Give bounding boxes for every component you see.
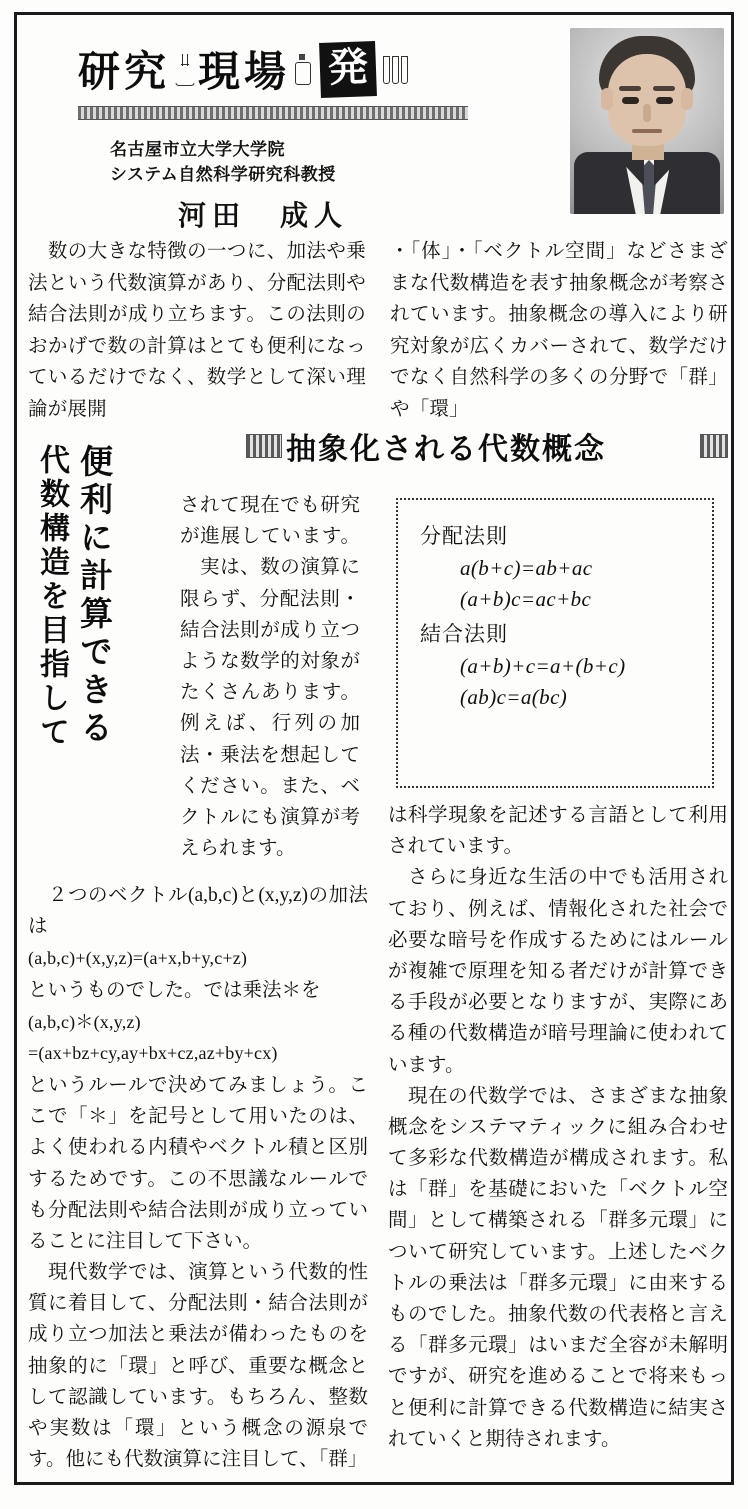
- body-right-paragraph-2: さらに身近な生活の中でも活用されており、例えば、情報化された社会で必要な暗号を作成するためにはルールが複雑で原理を知る者だけが計算できる手段が必要となりますが、実際にある種の代数構造が暗号理論に使われています。: [388, 867, 728, 1076]
- intro-column-right: ・「体」・「ベクトル空間」などさまざまな代数構造を表す抽象概念が考察されています。抽象概念の導入により研究対象が広くカバーされて、数学だけでなく自然科学の多くの分野で「群」や「環」: [390, 241, 728, 420]
- narrow-body-column: されて現在でも研究が進展しています。 実は、数の演算に限らず、分配法則・結合法則が成り立つような数学的対象がたくさんあります。例えば、行列の加法・乗法を想起してください。また、ベクトルにも演算が考えられます。: [180, 495, 360, 860]
- body-right-paragraph-1: は科学現象を記述する言語として利用されています。: [388, 805, 728, 858]
- body-column-right: [388, 800, 728, 1455]
- masthead-badge: 発: [319, 41, 377, 98]
- headline-ornament-right: [700, 434, 728, 458]
- section-headline: [246, 424, 728, 468]
- masthead-title-2: 現場: [198, 47, 291, 96]
- bottle-icon: [293, 54, 311, 84]
- masthead: [78, 36, 498, 102]
- body-left-formula-2: (a,b,c)＊(x,y,z): [28, 1012, 141, 1033]
- border-top: [14, 12, 734, 15]
- border-right: [731, 12, 734, 1485]
- body-left-paragraph-1: ２つのベクトル(a,b,c)と(x,y,z)の加法は: [28, 885, 368, 938]
- formula-box: [396, 498, 714, 788]
- article-header: [28, 28, 728, 232]
- section-headline-text: 抽象化される代数概念: [286, 433, 606, 466]
- masthead-title-1: 研究: [78, 47, 171, 96]
- body-left-formula-1: (a,b,c)+(x,y,z)=(a+x,b+y,c+z): [28, 948, 248, 969]
- formula-heading-distributive: 分配法則: [420, 524, 508, 548]
- vertical-title-line-1: 便利に計算できる: [75, 444, 111, 748]
- body-left-paragraph-3: というルールで決めてみましょう。ここで「＊」を記号として用いたのは、よく使われる内積やベクトル積と区別するためです。この不思議なルールでも分配法則や結合法則が成り立っていることに注目して下さい。: [28, 1074, 368, 1252]
- affiliation-line-2: システム自然科学研究科教授: [110, 164, 336, 184]
- author-affiliation: [110, 138, 336, 187]
- border-bottom: [14, 1482, 734, 1485]
- formula-distributive-1: a(b+c)=ab+ac: [460, 556, 593, 580]
- affiliation-line-1: 名古屋市立大学大学院: [110, 140, 285, 159]
- body-left-paragraph-2: というものでした。では乗法＊を: [28, 980, 321, 1002]
- formula-associative-1: (a+b)+c=a+(b+c): [460, 654, 626, 678]
- author-portrait: [570, 28, 724, 214]
- formula-associative-2: (ab)c=a(bc): [460, 685, 568, 709]
- body-left-formula-3: =(ax+bz+cy,ay+bx+cz,az+by+cx): [28, 1043, 278, 1064]
- body-column-left: [28, 880, 368, 1475]
- flask-icon: [174, 52, 194, 86]
- intro-column-left: 数の大きな特徴の一つに、加法や乗法という代数演算があり、分配法則や結合法則が成り立ちます。この法則のおかげで数の計算はとても便利になっているだけでなく、数学として深い理論が展開: [28, 241, 366, 420]
- masthead-underline: [78, 106, 468, 120]
- vertical-title-line-2: 代数構造を目指して: [35, 444, 68, 750]
- body-left-paragraph-4: 現代数学では、演算という代数的性質に着目して、分配法則・結合法則が成り立つ加法と乗法が備わったものを抽象的に「環」と呼び、重要な概念として認識しています。もちろん、整数や実数は「環」という概念の源泉です。他にも代数演算に注目して、「群」: [28, 1262, 368, 1471]
- formula-heading-associative: 結合法則: [420, 622, 508, 646]
- headline-ornament-left: [246, 434, 282, 458]
- test-tubes-icon: [382, 54, 408, 84]
- author-name: 河田 成人: [178, 201, 349, 232]
- border-left: [14, 12, 17, 1485]
- formula-distributive-2: (a+b)c=ac+bc: [460, 587, 592, 611]
- body-right-paragraph-3: 現在の代数学では、さまざまな抽象概念をシステマティックに組み合わせて多彩な代数構造が構成されます。私は「群」を基礎においた「ベクトル空間」として構築される「群多元環」について研究しています。上述したベクトルの乗法は「群多元環」に由来するものでした。抽象代数の代表格と言える「群多元環」はいまだ全容が未解明ですが、研究を進めることで将来もっと便利に計算できる代数構造に結実されていくと期待されます。: [388, 1085, 728, 1450]
- vertical-title: [36, 444, 109, 844]
